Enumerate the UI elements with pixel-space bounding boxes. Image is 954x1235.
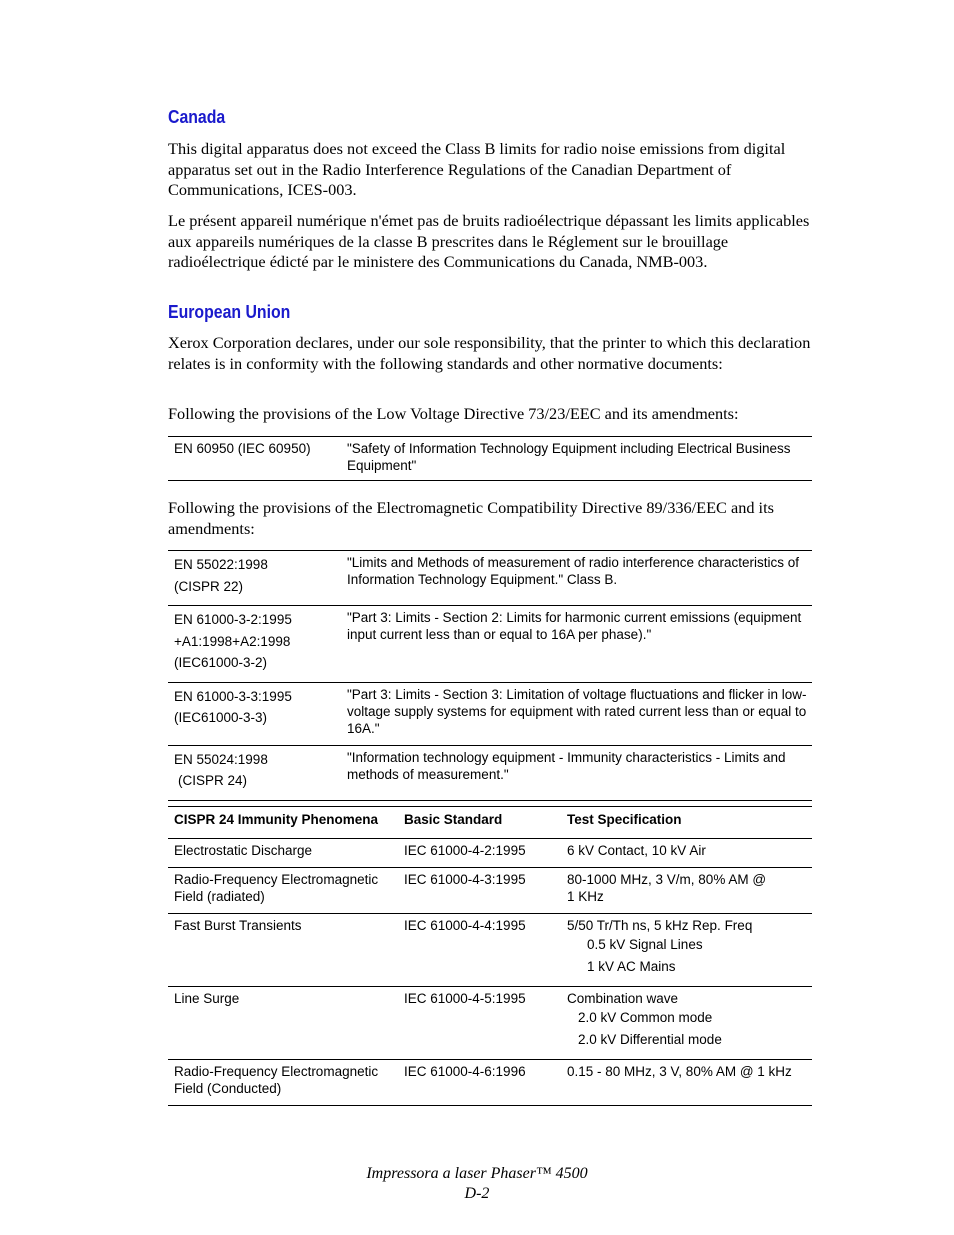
standard-line: EN 55022:1998 [174, 557, 268, 572]
standard-line: (CISPR 24) [178, 773, 248, 788]
table-row [168, 745, 812, 800]
description-cell: "Part 3: Limits - Section 2: Limits for harmonic current emissions (equipment input current less than or equal to 16A per phase)." [347, 610, 802, 642]
standard-cell [168, 745, 341, 800]
standard-cell: IEC 61000-4-3:1995 [404, 872, 526, 887]
standard-cell: EN 60950 (IEC 60950) [174, 441, 311, 456]
table-row [168, 682, 812, 745]
spec-sub-line: 2.0 kV Common mode [578, 1010, 713, 1025]
eu-declaration-paragraph: Xerox Corporation declares, under our sole responsibility, that the printer to which this declaration relates is in conformity with the following standards and other normative documents: [168, 333, 811, 373]
table-header-row [168, 807, 812, 839]
footer-title: Impressora a laser Phaser™ 4500 [366, 1165, 588, 1182]
description-cell: "Safety of Information Technology Equipment including Electrical Business Equipment" [347, 441, 791, 473]
phenomena-cell: Radio-Frequency Electromagnetic Field (radiated) [174, 872, 379, 904]
spec-cell: 80-1000 MHz, 3 V/m, 80% AM @ 1 KHz [567, 872, 767, 904]
phenomena-cell: Fast Burst Transients [174, 918, 302, 933]
table-row [168, 868, 812, 914]
spec-sub-line: 0.5 kV Signal Lines [587, 937, 703, 952]
column-header-basic-standard: Basic Standard [404, 812, 503, 827]
standard-line: +A1:1998+A2:1998 [174, 633, 291, 649]
european-union-heading: European Union [168, 302, 291, 322]
standard-cell: IEC 61000-4-5:1995 [404, 991, 526, 1006]
standard-line: EN 61000-3-3:1995 [174, 688, 292, 704]
spec-main: 5/50 Tr/Th ns, 5 kHz Rep. Freq [567, 918, 753, 933]
standard-cell: IEC 61000-4-6:1996 [404, 1064, 526, 1079]
column-header-test-specification: Test Specification [567, 812, 682, 827]
description-cell: "Limits and Methods of measurement of radio interference characteristics of Information Technology Equipment." Class B. [347, 555, 799, 587]
standard-line: (IEC61000-3-2) [174, 655, 268, 670]
phenomena-cell: Radio-Frequency Electromagnetic Field (Conducted) [174, 1064, 379, 1096]
table-row [168, 606, 812, 683]
spec-cell [561, 914, 812, 987]
low-voltage-directive-paragraph: Following the provisions of the Low Voltage Directive 73/23/EEC and its amendments: [168, 404, 739, 423]
canada-paragraph-french: Le présent appareil numérique n'émet pas de bruits radioélectrique dépassant les limits applicables aux appareils numériques de la classe B prescrites dans le Réglement sur le brouillage radioélectrique édicté par le ministere des Communications du Canada, NMB-003. [168, 211, 810, 271]
spec-main: Combination wave [567, 991, 679, 1006]
emc-standards-table [168, 550, 812, 801]
table-row [168, 437, 812, 481]
table-row [168, 839, 812, 868]
cispr-immunity-table [168, 806, 812, 1106]
table-row [168, 1060, 812, 1106]
canada-heading: Canada [168, 107, 226, 127]
spec-cell: 6 kV Contact, 10 kV Air [567, 843, 706, 858]
table-row [168, 987, 812, 1060]
spec-cell: 0.15 - 80 MHz, 3 V, 80% AM @ 1 kHz [567, 1064, 792, 1079]
low-voltage-standards-table [168, 436, 812, 481]
phenomena-cell: Electrostatic Discharge [174, 843, 313, 858]
table-row [168, 914, 812, 987]
emc-directive-paragraph: Following the provisions of the Electromagnetic Compatibility Directive 89/336/EEC and its amendments: [168, 498, 774, 538]
standard-cell: IEC 61000-4-2:1995 [404, 843, 526, 858]
table-row [168, 551, 812, 606]
standard-line: EN 55024:1998 [174, 751, 268, 767]
standard-line: EN 61000-3-2:1995 [174, 612, 292, 627]
standard-cell: IEC 61000-4-4:1995 [404, 918, 526, 933]
standard-cell [168, 606, 341, 683]
page-footer [0, 1164, 954, 1204]
standard-line: (CISPR 22) [174, 578, 244, 594]
standard-cell [168, 682, 341, 745]
spec-sub-line: 2.0 kV Differential mode [578, 1032, 722, 1047]
spec-sub-line: 1 kV AC Mains [587, 959, 676, 974]
spec-cell [561, 987, 812, 1060]
page-number: D-2 [464, 1185, 490, 1202]
canada-paragraph-english: This digital apparatus does not exceed the Class B limits for radio noise emissions from digital apparatus set out in the Radio Interference Regulations of the Canadian Department of Communications, ICES-003. [168, 139, 786, 199]
description-cell: "Information technology equipment - Immunity characteristics - Limits and methods of measurement." [347, 749, 786, 782]
standard-line: (IEC61000-3-3) [174, 710, 268, 725]
phenomena-cell: Line Surge [174, 991, 240, 1006]
column-header-phenomena: CISPR 24 Immunity Phenomena [174, 812, 379, 827]
standard-cell [168, 551, 341, 606]
description-cell: "Part 3: Limits - Section 3: Limitation of voltage fluctuations and flicker in low-voltage supply systems for equipment with rated current less than or equal to 16A." [347, 686, 807, 736]
